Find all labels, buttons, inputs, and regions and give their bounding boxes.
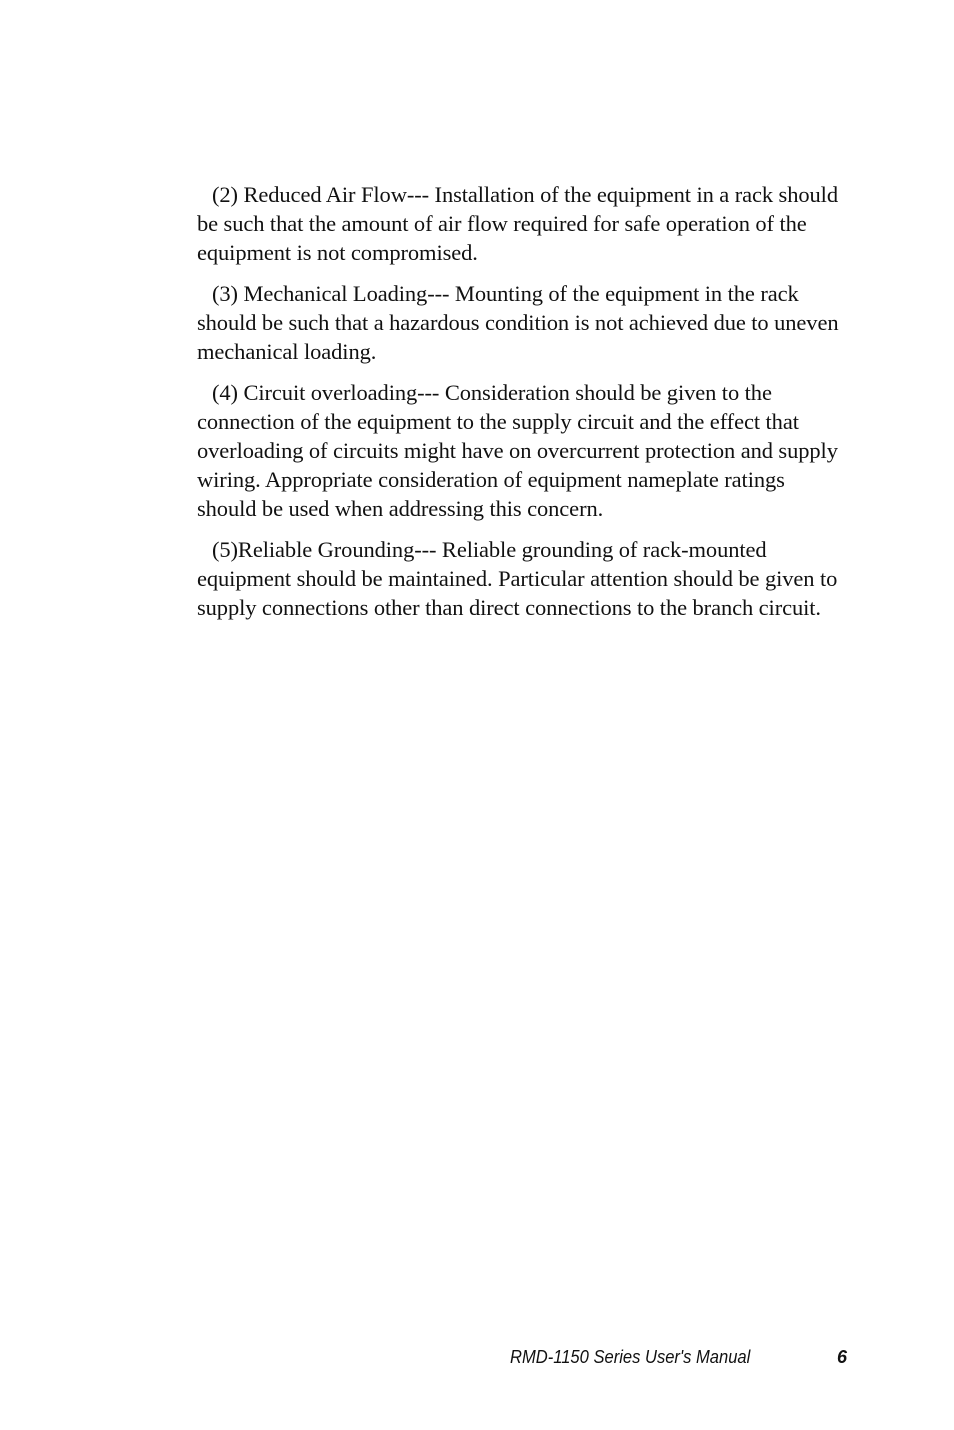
page-number: 6 xyxy=(837,1347,848,1367)
page-footer xyxy=(0,1345,954,1369)
body-text xyxy=(197,180,847,634)
paragraph-circuit-overloading: (4) Circuit overloading--- Consideration should be given to the connection of the equipment to the supply circuit and the effect that overloading of circuits might have on overcurrent protection and supply wiring. Appropriate consideration of equipment nameplate ratings should be used when addressing this concern. xyxy=(197,380,838,521)
paragraph-reduced-air-flow: (2) Reduced Air Flow--- Installation of the equipment in a rack should be such that the amount of air flow required for safe operation of the equipment is not compromised. xyxy=(197,182,838,265)
paragraph-mechanical-loading: (3) Mechanical Loading--- Mounting of the equipment in the rack should be such that a hazardous condition is not achieved due to uneven mechanical loading. xyxy=(197,281,839,364)
manual-title: RMD-1150 Series User's Manual xyxy=(510,1347,751,1367)
paragraph-reliable-grounding: (5)Reliable Grounding--- Reliable grounding of rack-mounted equipment should be maintained. Particular attention should be given to supply connections other than direct connections to the branch circuit. xyxy=(197,537,838,620)
